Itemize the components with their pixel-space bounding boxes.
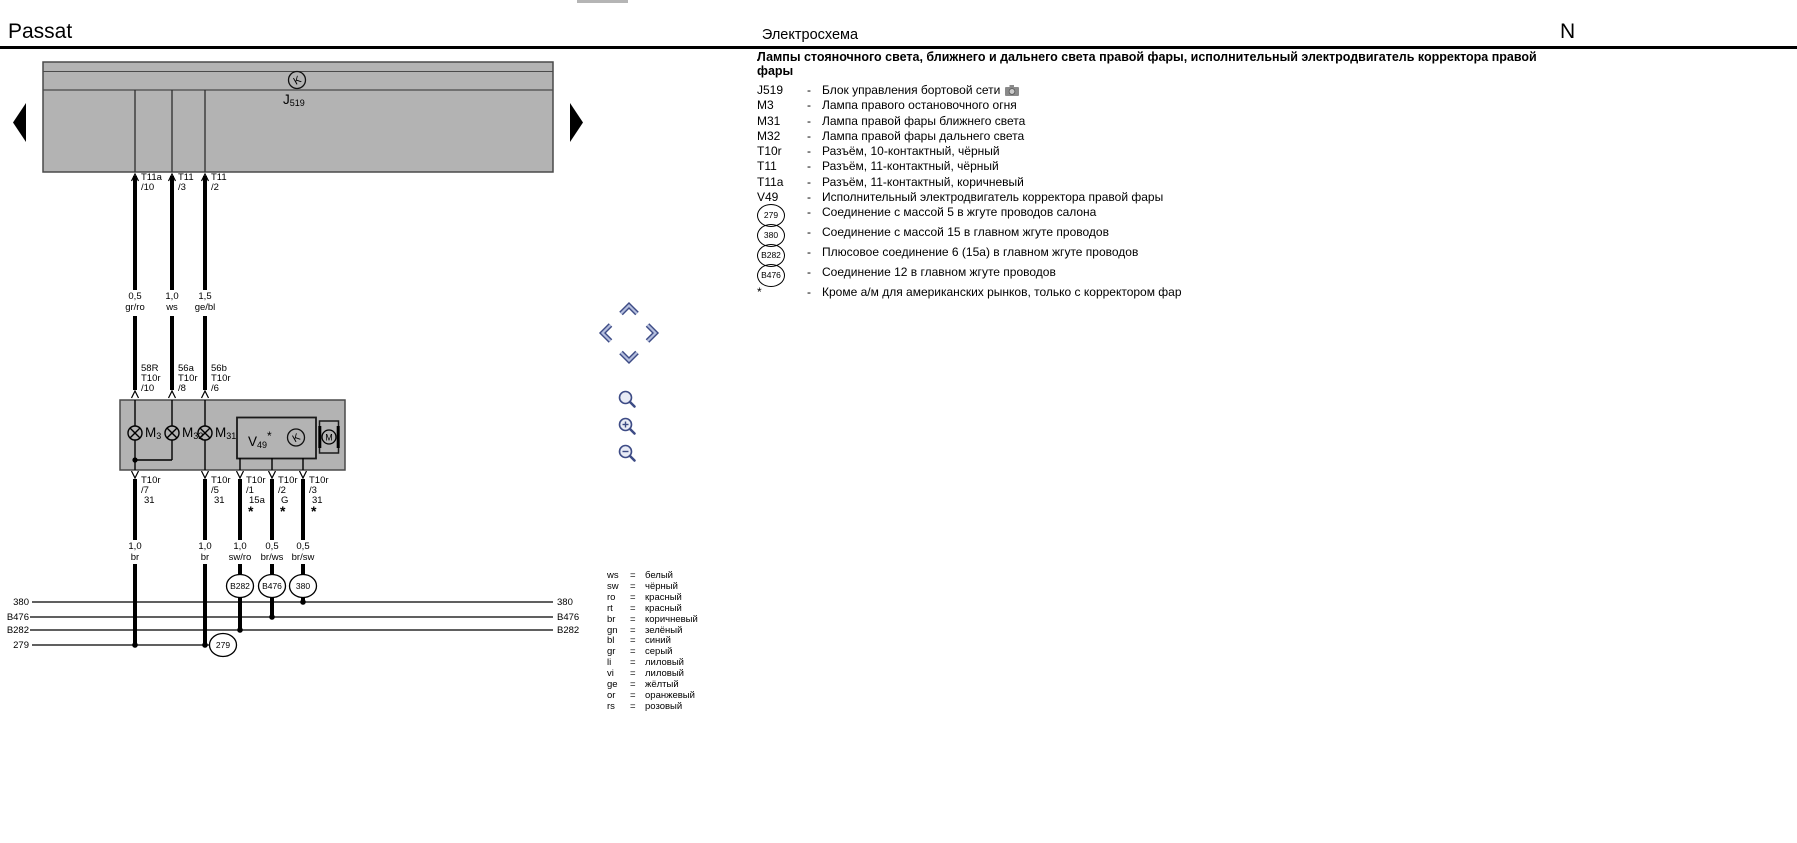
svg-text:380: 380	[295, 581, 311, 592]
wiring-diagram-canvas	[0, 0, 700, 843]
prev-page-arrow[interactable]	[13, 103, 26, 142]
wire-color-legend: ws = белый sw = чёрный ro = красный rt = красный br = коричневый gn = зелёный bl = синий gr = серый li = лиловый vi = лиловый ge = жёлтый or = оранжевый rs = розовый	[607, 570, 698, 712]
wire-label: 1,0 sw/ro	[228, 541, 252, 563]
component-legend	[757, 50, 1557, 301]
legend-item: V49 - Исполнительный электродвигатель корректора правой фары	[757, 190, 1164, 205]
zoom-reset-icon[interactable]	[620, 392, 635, 407]
legend-item: M32 - Лампа правой фары дальнего света	[757, 128, 1025, 143]
pin-label: 56a T10r /8	[178, 363, 198, 394]
rail-label-right: B282	[557, 624, 580, 636]
section-title: Электросхема	[761, 27, 859, 43]
wire-label: 1,5 ge/bl	[194, 291, 216, 313]
pin-label: T11 /3	[178, 172, 194, 193]
lamp-label-m3: $M_3$	[145, 425, 162, 441]
pin-label: T10r /3 31 *	[309, 475, 329, 519]
zoom-in-icon[interactable]	[620, 419, 635, 434]
page-title: Passat	[8, 20, 73, 43]
control-module-label: $J_{519}$	[283, 92, 305, 108]
svg-text:K: K	[291, 73, 304, 88]
svg-text:279: 279	[215, 640, 231, 651]
legend-item: M3 - Лампа правого остановочного огня	[757, 98, 1017, 113]
pan-down-arrow[interactable]	[621, 353, 637, 361]
junction-dot	[132, 457, 137, 462]
corrector-motor-label: $V_{49}*$	[248, 429, 272, 450]
legend-item: M31 - Лампа правой фары ближнего света	[757, 113, 1026, 128]
connection-symbol: 380	[757, 224, 785, 247]
zoom-out-icon[interactable]	[620, 446, 635, 461]
upper-wires	[135, 176, 205, 390]
rail-label-left: B282	[6, 624, 29, 636]
camera-icon	[1005, 85, 1019, 96]
legend-item: T11a - Разъём, 11-контактный, коричневый	[757, 174, 1024, 189]
rail-label-left: 279	[13, 639, 29, 651]
svg-text:B282: B282	[230, 581, 250, 592]
svg-text:B476: B476	[262, 581, 282, 592]
wire-label: 0,5 br/sw	[291, 541, 315, 563]
legend-item: B476 - Соединение 12 в главном жгуте проводов	[757, 266, 1557, 286]
pin-label: 58R T10r /10	[141, 363, 161, 394]
legend-item: 380 - Соединение с массой 15 в главном жгуте проводов	[757, 226, 1557, 246]
pin-label: T10r /2 G *	[278, 475, 298, 519]
rail-label-right: B476	[557, 611, 580, 623]
rail-label-left: B476	[6, 611, 29, 623]
connection-symbol: B282	[757, 244, 785, 267]
connection-symbol-b476	[259, 575, 286, 598]
pin-label: T10r /7 31	[141, 475, 161, 506]
connection-symbol-b282	[227, 575, 254, 598]
next-page-arrow[interactable]	[570, 103, 583, 142]
rail-label-left: 380	[13, 596, 29, 608]
legend-item: T11 - Разъём, 11-контактный, чёрный	[757, 159, 999, 174]
pan-up-arrow[interactable]	[621, 306, 637, 314]
wire-label: 0,5 gr/ro	[125, 291, 145, 313]
motor-icon	[318, 421, 339, 453]
rail-label-right: 380	[557, 596, 573, 608]
pin-label: T11a /10	[141, 172, 162, 193]
svg-text:K: K	[290, 431, 303, 446]
wire-label: 1,0 ws	[165, 291, 179, 313]
lamp-label-m31: $M_{31}$	[215, 425, 237, 441]
wire-label: 1,0 br	[128, 541, 142, 563]
connection-symbol: 279	[757, 204, 785, 227]
svg-text:M: M	[325, 432, 333, 443]
bottom-rails	[30, 602, 553, 645]
wire-label: 1,0 br	[198, 541, 212, 563]
legend-item: * - Кроме а/м для американских рынков, только с корректором фар	[757, 284, 1182, 299]
legend-title: Лампы стояночного света, ближнего и дальнего света правой фары, исполнительный электродвигатель корректора правой фары	[757, 50, 1537, 78]
legend-item: 279 - Соединение с массой 5 в жгуте проводов салона	[757, 206, 1557, 226]
pin-label: 56b T10r /6	[211, 363, 231, 394]
legend-item: B282 - Плюсовое соединение 6 (15a) в главном жгуте проводов	[757, 246, 1557, 266]
legend-item: T10r - Разъём, 10-контактный, чёрный	[757, 144, 1000, 159]
wire-label: 0,5 br/ws	[260, 541, 284, 563]
pin-label: T10r /5 31	[211, 475, 231, 506]
lamp-label-m32: $M_{32}$	[182, 425, 204, 441]
control-module-block	[43, 62, 553, 172]
right-header-fragment: N	[1560, 20, 1576, 43]
pan-right-arrow[interactable]	[648, 325, 656, 341]
pin-label: T10r /1 15a *	[246, 475, 266, 519]
legend-item: J519 - Блок управления бортовой сети	[757, 84, 1557, 99]
connection-symbol-380	[290, 575, 317, 598]
connection-symbol-279	[210, 634, 237, 657]
connection-symbol: B476	[757, 264, 785, 287]
pin-label: T11 /2	[211, 172, 227, 193]
lamp-icon-m32	[165, 426, 179, 440]
pan-left-arrow[interactable]	[603, 325, 611, 341]
lamp-icon-m3	[128, 426, 142, 440]
